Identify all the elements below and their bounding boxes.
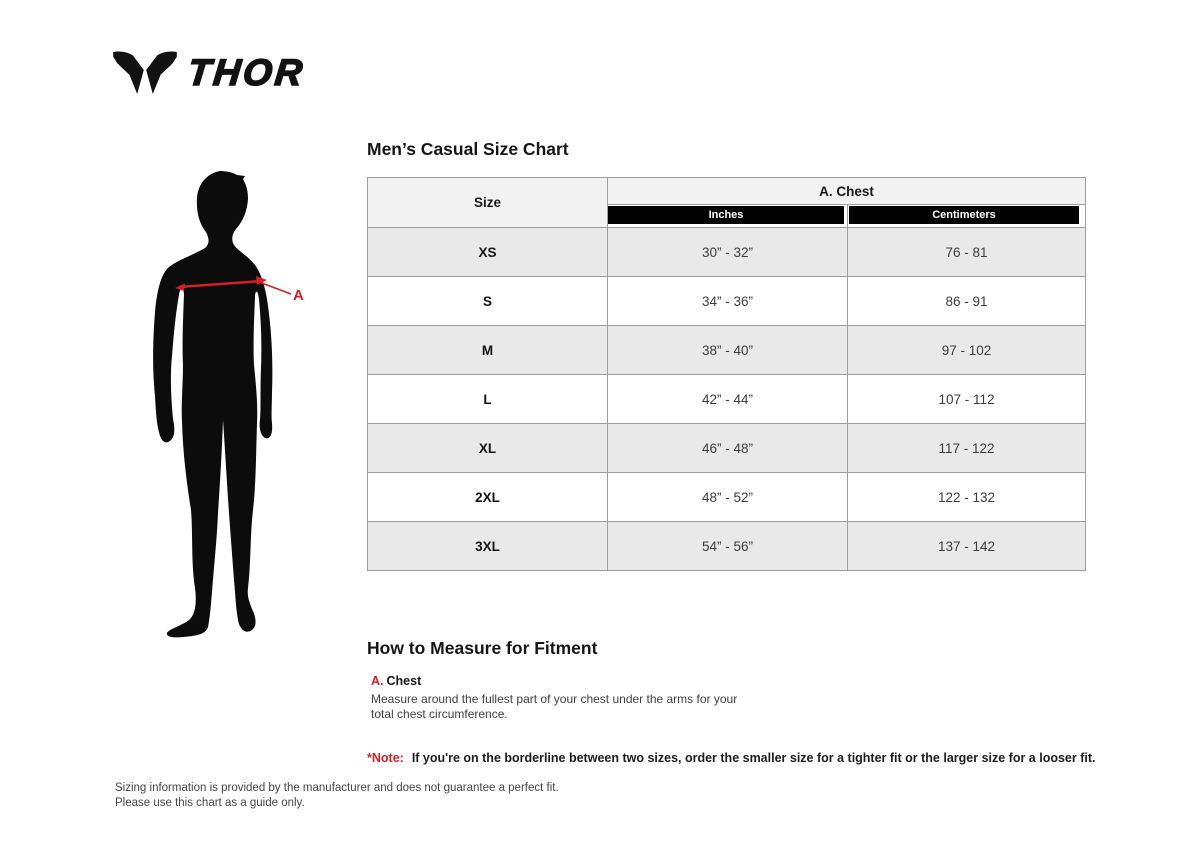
- measure-item-key: A.: [371, 674, 384, 688]
- unit-cell-centimeters: [848, 205, 1086, 228]
- column-header-chest: A. Chest: [608, 178, 1086, 205]
- unit-cell-inches: [608, 205, 848, 228]
- howto-heading: How to Measure for Fitment: [367, 638, 598, 658]
- brand-name: THOR: [185, 52, 308, 93]
- size-chart-title: Men’s Casual Size Chart: [367, 139, 569, 159]
- measure-item-description: Measure around the fullest part of your chest under the arms for your total chest circumference.: [371, 692, 738, 721]
- measurement-figure: [148, 168, 318, 640]
- size-label: M: [368, 326, 608, 375]
- table-row-m: [368, 326, 1086, 375]
- size-label: 2XL: [368, 473, 608, 522]
- table-row-s: [368, 277, 1086, 326]
- size-label: 3XL: [368, 522, 608, 571]
- inches-value: 34” - 36”: [608, 277, 848, 326]
- measure-item-chest: [371, 674, 771, 722]
- thor-horns-icon: [112, 50, 178, 96]
- table-row-3xl: [368, 522, 1086, 571]
- table-row-l: [368, 375, 1086, 424]
- inches-value: 48” - 52”: [608, 473, 848, 522]
- inches-value: 42” - 44”: [608, 375, 848, 424]
- column-header-inches: Inches: [608, 206, 844, 224]
- inches-value: 38” - 40”: [608, 326, 848, 375]
- measure-item-title: [371, 674, 771, 688]
- table-row-xs: [368, 228, 1086, 277]
- cm-value: 117 - 122: [848, 424, 1086, 473]
- inches-value: 54” - 56”: [608, 522, 848, 571]
- size-label: S: [368, 277, 608, 326]
- size-label: L: [368, 375, 608, 424]
- cm-value: 107 - 112: [848, 375, 1086, 424]
- cm-value: 76 - 81: [848, 228, 1086, 277]
- size-label: XS: [368, 228, 608, 277]
- table-row-2xl: [368, 473, 1086, 522]
- measure-point-label: A: [293, 287, 304, 304]
- disclaimer-line-2: Please use this chart as a guide only.: [115, 797, 305, 809]
- column-header-size: Size: [368, 178, 608, 228]
- disclaimer-line-1: Sizing information is provided by the manufacturer and does not guarantee a perfect fit.: [115, 782, 559, 794]
- sizing-note: [367, 751, 1096, 765]
- column-header-centimeters: Centimeters: [849, 206, 1079, 224]
- brand-logo: [112, 50, 308, 96]
- size-label: XL: [368, 424, 608, 473]
- table-row-xl: [368, 424, 1086, 473]
- inches-value: 30” - 32”: [608, 228, 848, 277]
- cm-value: 137 - 142: [848, 522, 1086, 571]
- inches-value: 46” - 48”: [608, 424, 848, 473]
- disclaimer: [115, 781, 559, 811]
- cm-value: 122 - 132: [848, 473, 1086, 522]
- note-text: If you're on the borderline between two sizes, order the smaller size for a tighter fit or the larger size for a looser fit.: [411, 751, 1096, 765]
- measure-item-name: Chest: [386, 674, 422, 688]
- size-chart-table: [367, 177, 1086, 571]
- cm-value: 86 - 91: [848, 277, 1086, 326]
- male-silhouette: [153, 171, 272, 637]
- cm-value: 97 - 102: [848, 326, 1086, 375]
- note-label: *Note:: [367, 751, 404, 765]
